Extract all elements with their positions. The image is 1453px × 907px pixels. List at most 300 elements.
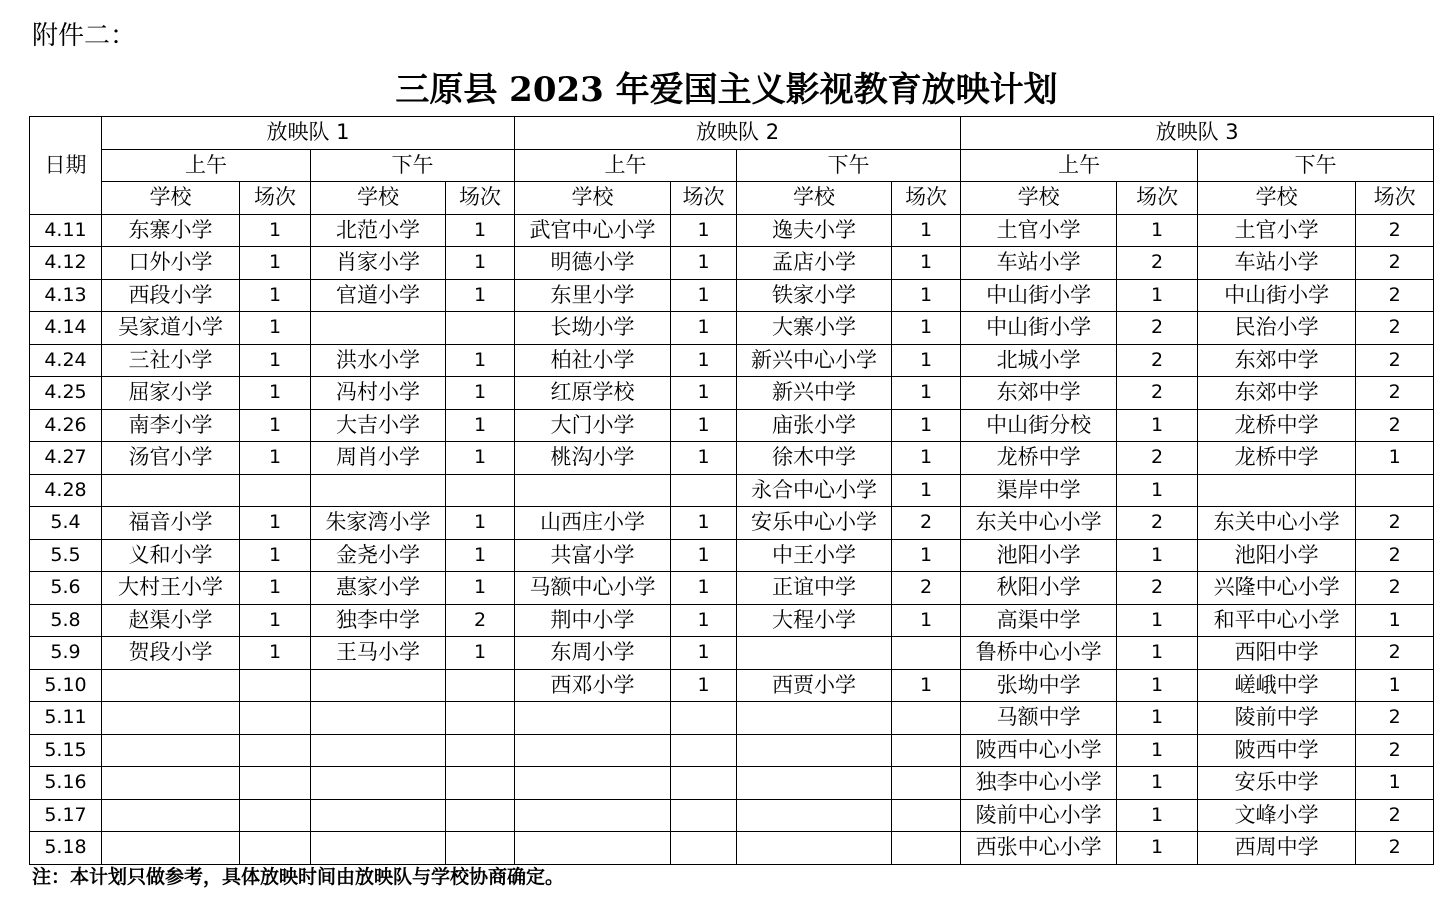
count-cell: 1 (240, 539, 311, 572)
school-cell: 武官中心小学 (515, 214, 671, 247)
school-cell: 文峰小学 (1198, 799, 1356, 832)
count-cell (671, 702, 737, 735)
count-cell (892, 637, 961, 670)
school-cell: 池阳小学 (1198, 539, 1356, 572)
count-cell: 2 (446, 604, 515, 637)
date-cell: 5.4 (30, 507, 102, 540)
count-cell: 1 (446, 442, 515, 475)
school-cell (102, 832, 240, 865)
count-cell: 1 (1117, 669, 1198, 702)
school-cell: 铁家小学 (737, 279, 892, 312)
count-cell: 1 (892, 377, 961, 410)
count-column-header: 场次 (1117, 182, 1198, 215)
count-cell (671, 734, 737, 767)
date-cell: 5.18 (30, 832, 102, 865)
school-cell (515, 767, 671, 800)
count-cell: 2 (1356, 572, 1434, 605)
school-cell: 山西庄小学 (515, 507, 671, 540)
count-cell (240, 832, 311, 865)
count-cell: 1 (240, 344, 311, 377)
count-cell: 1 (240, 214, 311, 247)
count-cell (892, 767, 961, 800)
count-cell: 1 (892, 247, 961, 280)
school-cell: 龙桥中学 (1198, 409, 1356, 442)
count-cell (446, 799, 515, 832)
school-cell: 逸夫小学 (737, 214, 892, 247)
count-cell: 1 (671, 279, 737, 312)
school-cell: 大寨小学 (737, 312, 892, 345)
school-cell: 鲁桥中心小学 (961, 637, 1117, 670)
period-header: 下午 (737, 149, 961, 182)
school-cell: 土官小学 (1198, 214, 1356, 247)
school-cell: 中山街小学 (1198, 279, 1356, 312)
count-cell: 1 (671, 572, 737, 605)
table-row (30, 507, 1434, 540)
school-cell: 吴家道小学 (102, 312, 240, 345)
school-cell (102, 799, 240, 832)
school-cell (311, 734, 446, 767)
count-cell (446, 312, 515, 345)
table-row (30, 669, 1434, 702)
school-cell: 东郊中学 (1198, 344, 1356, 377)
count-cell: 2 (892, 572, 961, 605)
school-cell (515, 702, 671, 735)
page-title: 三原县 2023 年爱国主义影视教育放映计划 (395, 70, 1058, 110)
school-cell: 永合中心小学 (737, 474, 892, 507)
school-cell: 孟店小学 (737, 247, 892, 280)
count-cell: 1 (892, 344, 961, 377)
count-cell: 1 (240, 604, 311, 637)
school-cell (737, 637, 892, 670)
count-cell: 1 (1117, 409, 1198, 442)
count-cell: 1 (892, 442, 961, 475)
school-cell: 高渠中学 (961, 604, 1117, 637)
school-cell: 庙张小学 (737, 409, 892, 442)
count-cell: 1 (671, 539, 737, 572)
count-cell: 1 (446, 247, 515, 280)
school-cell: 东郊中学 (961, 377, 1117, 410)
school-cell: 西段小学 (102, 279, 240, 312)
school-cell: 汤官小学 (102, 442, 240, 475)
count-cell: 1 (1117, 799, 1198, 832)
table-row (30, 767, 1434, 800)
school-cell: 秋阳小学 (961, 572, 1117, 605)
school-cell: 福音小学 (102, 507, 240, 540)
school-cell (102, 669, 240, 702)
school-cell (311, 799, 446, 832)
count-cell (240, 474, 311, 507)
school-cell: 金尧小学 (311, 539, 446, 572)
school-cell: 东里小学 (515, 279, 671, 312)
count-cell: 1 (1356, 767, 1434, 800)
school-cell: 红原学校 (515, 377, 671, 410)
date-cell: 5.9 (30, 637, 102, 670)
school-cell: 东寨小学 (102, 214, 240, 247)
count-cell: 1 (892, 279, 961, 312)
school-cell: 西张中心小学 (961, 832, 1117, 865)
school-cell: 西周中学 (1198, 832, 1356, 865)
count-column-header: 场次 (1356, 182, 1434, 215)
date-cell: 5.6 (30, 572, 102, 605)
table-row (30, 279, 1434, 312)
school-cell (515, 832, 671, 865)
school-cell (737, 832, 892, 865)
school-cell: 东关中心小学 (961, 507, 1117, 540)
date-cell: 4.14 (30, 312, 102, 345)
date-cell: 5.15 (30, 734, 102, 767)
school-cell: 渠岸中学 (961, 474, 1117, 507)
school-cell (515, 474, 671, 507)
count-cell: 1 (446, 572, 515, 605)
school-cell: 陂西中学 (1198, 734, 1356, 767)
school-column-header: 学校 (102, 182, 240, 215)
count-cell: 1 (446, 539, 515, 572)
school-cell: 王马小学 (311, 637, 446, 670)
school-cell: 北城小学 (961, 344, 1117, 377)
school-cell: 大吉小学 (311, 409, 446, 442)
school-cell (737, 702, 892, 735)
school-cell (515, 799, 671, 832)
date-cell: 4.26 (30, 409, 102, 442)
school-cell: 新兴中学 (737, 377, 892, 410)
school-cell: 兴隆中心小学 (1198, 572, 1356, 605)
school-cell (311, 832, 446, 865)
count-cell: 1 (240, 312, 311, 345)
school-cell: 义和小学 (102, 539, 240, 572)
count-cell (446, 702, 515, 735)
school-cell: 大门小学 (515, 409, 671, 442)
period-header: 下午 (1198, 149, 1434, 182)
school-column-header: 学校 (515, 182, 671, 215)
school-cell (515, 734, 671, 767)
count-cell: 1 (671, 507, 737, 540)
period-header: 上午 (961, 149, 1198, 182)
school-cell: 土官小学 (961, 214, 1117, 247)
school-cell: 东郊中学 (1198, 377, 1356, 410)
count-cell (671, 474, 737, 507)
school-cell: 中山街小学 (961, 312, 1117, 345)
count-cell: 1 (446, 409, 515, 442)
count-cell: 1 (892, 604, 961, 637)
date-cell: 4.27 (30, 442, 102, 475)
table-row (30, 539, 1434, 572)
school-cell (102, 734, 240, 767)
count-cell (240, 734, 311, 767)
school-cell: 屈家小学 (102, 377, 240, 410)
count-cell: 1 (1117, 702, 1198, 735)
count-cell: 1 (446, 637, 515, 670)
count-cell: 1 (446, 507, 515, 540)
date-cell: 4.11 (30, 214, 102, 247)
count-cell: 1 (671, 637, 737, 670)
school-column-header: 学校 (737, 182, 892, 215)
count-cell (671, 799, 737, 832)
date-cell: 4.25 (30, 377, 102, 410)
count-cell: 1 (1356, 669, 1434, 702)
count-cell: 1 (1117, 279, 1198, 312)
date-cell: 5.11 (30, 702, 102, 735)
footer-note: 注：本计划只做参考，具体放映时间由放映队与学校协商确定。 (32, 866, 565, 888)
school-cell (311, 312, 446, 345)
count-column-header: 场次 (446, 182, 515, 215)
date-cell: 5.5 (30, 539, 102, 572)
count-cell: 2 (1117, 442, 1198, 475)
school-cell: 北范小学 (311, 214, 446, 247)
count-cell: 1 (1117, 539, 1198, 572)
table-row (30, 214, 1434, 247)
school-cell: 三社小学 (102, 344, 240, 377)
school-cell: 柏社小学 (515, 344, 671, 377)
count-cell: 1 (671, 247, 737, 280)
count-cell: 1 (240, 507, 311, 540)
count-cell: 1 (671, 442, 737, 475)
school-cell: 大村王小学 (102, 572, 240, 605)
school-cell: 陵前中心小学 (961, 799, 1117, 832)
count-cell: 1 (240, 409, 311, 442)
school-cell: 周肖小学 (311, 442, 446, 475)
period-header: 上午 (515, 149, 737, 182)
count-cell: 2 (1356, 832, 1434, 865)
count-cell: 2 (1356, 247, 1434, 280)
school-cell: 和平中心小学 (1198, 604, 1356, 637)
count-cell: 1 (1117, 604, 1198, 637)
count-cell: 2 (1117, 312, 1198, 345)
table-row (30, 832, 1434, 865)
school-cell: 新兴中心小学 (737, 344, 892, 377)
count-cell: 2 (1117, 344, 1198, 377)
period-header: 下午 (311, 149, 515, 182)
count-cell (671, 767, 737, 800)
school-cell (737, 799, 892, 832)
school-cell: 南李小学 (102, 409, 240, 442)
school-cell: 明德小学 (515, 247, 671, 280)
count-cell (892, 734, 961, 767)
school-cell: 冯村小学 (311, 377, 446, 410)
table-row (30, 734, 1434, 767)
screening-plan-table (29, 116, 1434, 865)
count-cell: 1 (892, 669, 961, 702)
count-cell: 1 (240, 637, 311, 670)
count-cell: 1 (446, 377, 515, 410)
count-cell: 2 (1356, 702, 1434, 735)
count-cell: 1 (240, 377, 311, 410)
count-cell (892, 799, 961, 832)
school-cell: 安乐中心小学 (737, 507, 892, 540)
count-cell: 1 (446, 344, 515, 377)
team-header: 放映队 2 (515, 117, 961, 150)
count-cell: 2 (892, 507, 961, 540)
table-row (30, 312, 1434, 345)
count-cell: 2 (1356, 799, 1434, 832)
count-cell (1356, 474, 1434, 507)
school-cell: 张坳中学 (961, 669, 1117, 702)
school-cell: 池阳小学 (961, 539, 1117, 572)
school-cell (737, 767, 892, 800)
count-cell: 1 (446, 279, 515, 312)
school-column-header: 学校 (1198, 182, 1356, 215)
school-cell: 桃沟小学 (515, 442, 671, 475)
count-cell (892, 702, 961, 735)
count-cell: 1 (671, 409, 737, 442)
count-cell: 1 (892, 409, 961, 442)
table-row (30, 572, 1434, 605)
table-row (30, 637, 1434, 670)
count-column-header: 场次 (671, 182, 737, 215)
school-cell: 东周小学 (515, 637, 671, 670)
count-cell: 1 (1117, 734, 1198, 767)
school-cell (737, 734, 892, 767)
count-cell: 1 (1117, 637, 1198, 670)
school-cell: 中山街小学 (961, 279, 1117, 312)
count-cell: 2 (1117, 247, 1198, 280)
school-cell: 西邓小学 (515, 669, 671, 702)
count-cell: 1 (892, 539, 961, 572)
count-cell: 1 (892, 474, 961, 507)
period-header: 上午 (102, 149, 311, 182)
school-cell (102, 767, 240, 800)
count-cell: 2 (1356, 312, 1434, 345)
table-row (30, 799, 1434, 832)
school-cell: 安乐中学 (1198, 767, 1356, 800)
count-cell: 2 (1117, 507, 1198, 540)
date-cell: 4.24 (30, 344, 102, 377)
count-cell (240, 669, 311, 702)
count-cell: 1 (671, 669, 737, 702)
school-cell: 民治小学 (1198, 312, 1356, 345)
count-cell: 1 (240, 247, 311, 280)
count-cell: 1 (671, 344, 737, 377)
table-row (30, 344, 1434, 377)
school-cell: 陵前中学 (1198, 702, 1356, 735)
table-row (30, 442, 1434, 475)
count-cell: 1 (892, 312, 961, 345)
count-cell (240, 767, 311, 800)
school-cell: 洪水小学 (311, 344, 446, 377)
count-cell: 2 (1356, 507, 1434, 540)
school-cell: 陂西中心小学 (961, 734, 1117, 767)
count-cell: 2 (1356, 539, 1434, 572)
school-cell: 口外小学 (102, 247, 240, 280)
count-cell: 1 (1117, 474, 1198, 507)
count-cell: 2 (1117, 377, 1198, 410)
school-cell: 车站小学 (961, 247, 1117, 280)
count-cell (446, 669, 515, 702)
count-cell: 1 (1117, 832, 1198, 865)
school-cell (102, 702, 240, 735)
table-row (30, 409, 1434, 442)
count-cell: 1 (671, 312, 737, 345)
school-cell: 独李中学 (311, 604, 446, 637)
count-cell: 1 (240, 572, 311, 605)
date-cell: 5.10 (30, 669, 102, 702)
school-cell: 独李中心小学 (961, 767, 1117, 800)
table-row (30, 604, 1434, 637)
school-cell (311, 702, 446, 735)
count-cell: 1 (671, 214, 737, 247)
date-cell: 4.28 (30, 474, 102, 507)
count-cell: 1 (671, 377, 737, 410)
school-cell (102, 474, 240, 507)
school-cell: 贺段小学 (102, 637, 240, 670)
count-cell (446, 767, 515, 800)
school-cell: 赵渠小学 (102, 604, 240, 637)
school-cell: 车站小学 (1198, 247, 1356, 280)
sub-header-row (30, 182, 1434, 215)
count-cell: 2 (1117, 572, 1198, 605)
school-cell: 东关中心小学 (1198, 507, 1356, 540)
table-row (30, 247, 1434, 280)
count-cell: 2 (1356, 214, 1434, 247)
count-cell: 2 (1356, 637, 1434, 670)
team-header: 放映队 1 (102, 117, 515, 150)
school-column-header: 学校 (961, 182, 1117, 215)
count-cell: 2 (1356, 377, 1434, 410)
date-cell: 5.17 (30, 799, 102, 832)
count-cell: 1 (240, 442, 311, 475)
count-cell: 1 (892, 214, 961, 247)
school-cell: 共富小学 (515, 539, 671, 572)
school-cell (311, 474, 446, 507)
school-cell: 中王小学 (737, 539, 892, 572)
school-cell: 西贾小学 (737, 669, 892, 702)
attachment-label: 附件二： (32, 21, 137, 51)
count-cell: 1 (1117, 214, 1198, 247)
count-cell: 1 (1356, 442, 1434, 475)
count-cell: 2 (1356, 734, 1434, 767)
count-cell: 1 (446, 214, 515, 247)
table-row (30, 474, 1434, 507)
count-cell: 1 (1356, 604, 1434, 637)
count-cell: 1 (671, 604, 737, 637)
count-cell (240, 799, 311, 832)
table-row (30, 702, 1434, 735)
count-cell (446, 734, 515, 767)
school-cell: 马额中心小学 (515, 572, 671, 605)
date-header: 日期 (30, 117, 102, 215)
school-cell: 惠家小学 (311, 572, 446, 605)
count-cell: 1 (1117, 767, 1198, 800)
school-cell: 官道小学 (311, 279, 446, 312)
date-cell: 4.13 (30, 279, 102, 312)
count-cell: 1 (240, 279, 311, 312)
count-cell (892, 832, 961, 865)
school-cell (1198, 474, 1356, 507)
school-cell: 朱家湾小学 (311, 507, 446, 540)
count-cell: 2 (1356, 409, 1434, 442)
school-cell: 马额中学 (961, 702, 1117, 735)
school-cell: 西阳中学 (1198, 637, 1356, 670)
school-cell: 龙桥中学 (961, 442, 1117, 475)
school-cell (311, 767, 446, 800)
school-cell: 大程小学 (737, 604, 892, 637)
count-cell (446, 474, 515, 507)
school-cell: 徐木中学 (737, 442, 892, 475)
count-cell (671, 832, 737, 865)
school-cell: 长坳小学 (515, 312, 671, 345)
date-cell: 4.12 (30, 247, 102, 280)
school-cell (311, 669, 446, 702)
count-cell: 2 (1356, 344, 1434, 377)
school-cell: 嵯峨中学 (1198, 669, 1356, 702)
school-cell: 荆中小学 (515, 604, 671, 637)
school-column-header: 学校 (311, 182, 446, 215)
count-column-header: 场次 (240, 182, 311, 215)
count-cell (446, 832, 515, 865)
school-cell: 中山街分校 (961, 409, 1117, 442)
table-row (30, 377, 1434, 410)
school-cell: 龙桥中学 (1198, 442, 1356, 475)
team-header: 放映队 3 (961, 117, 1434, 150)
